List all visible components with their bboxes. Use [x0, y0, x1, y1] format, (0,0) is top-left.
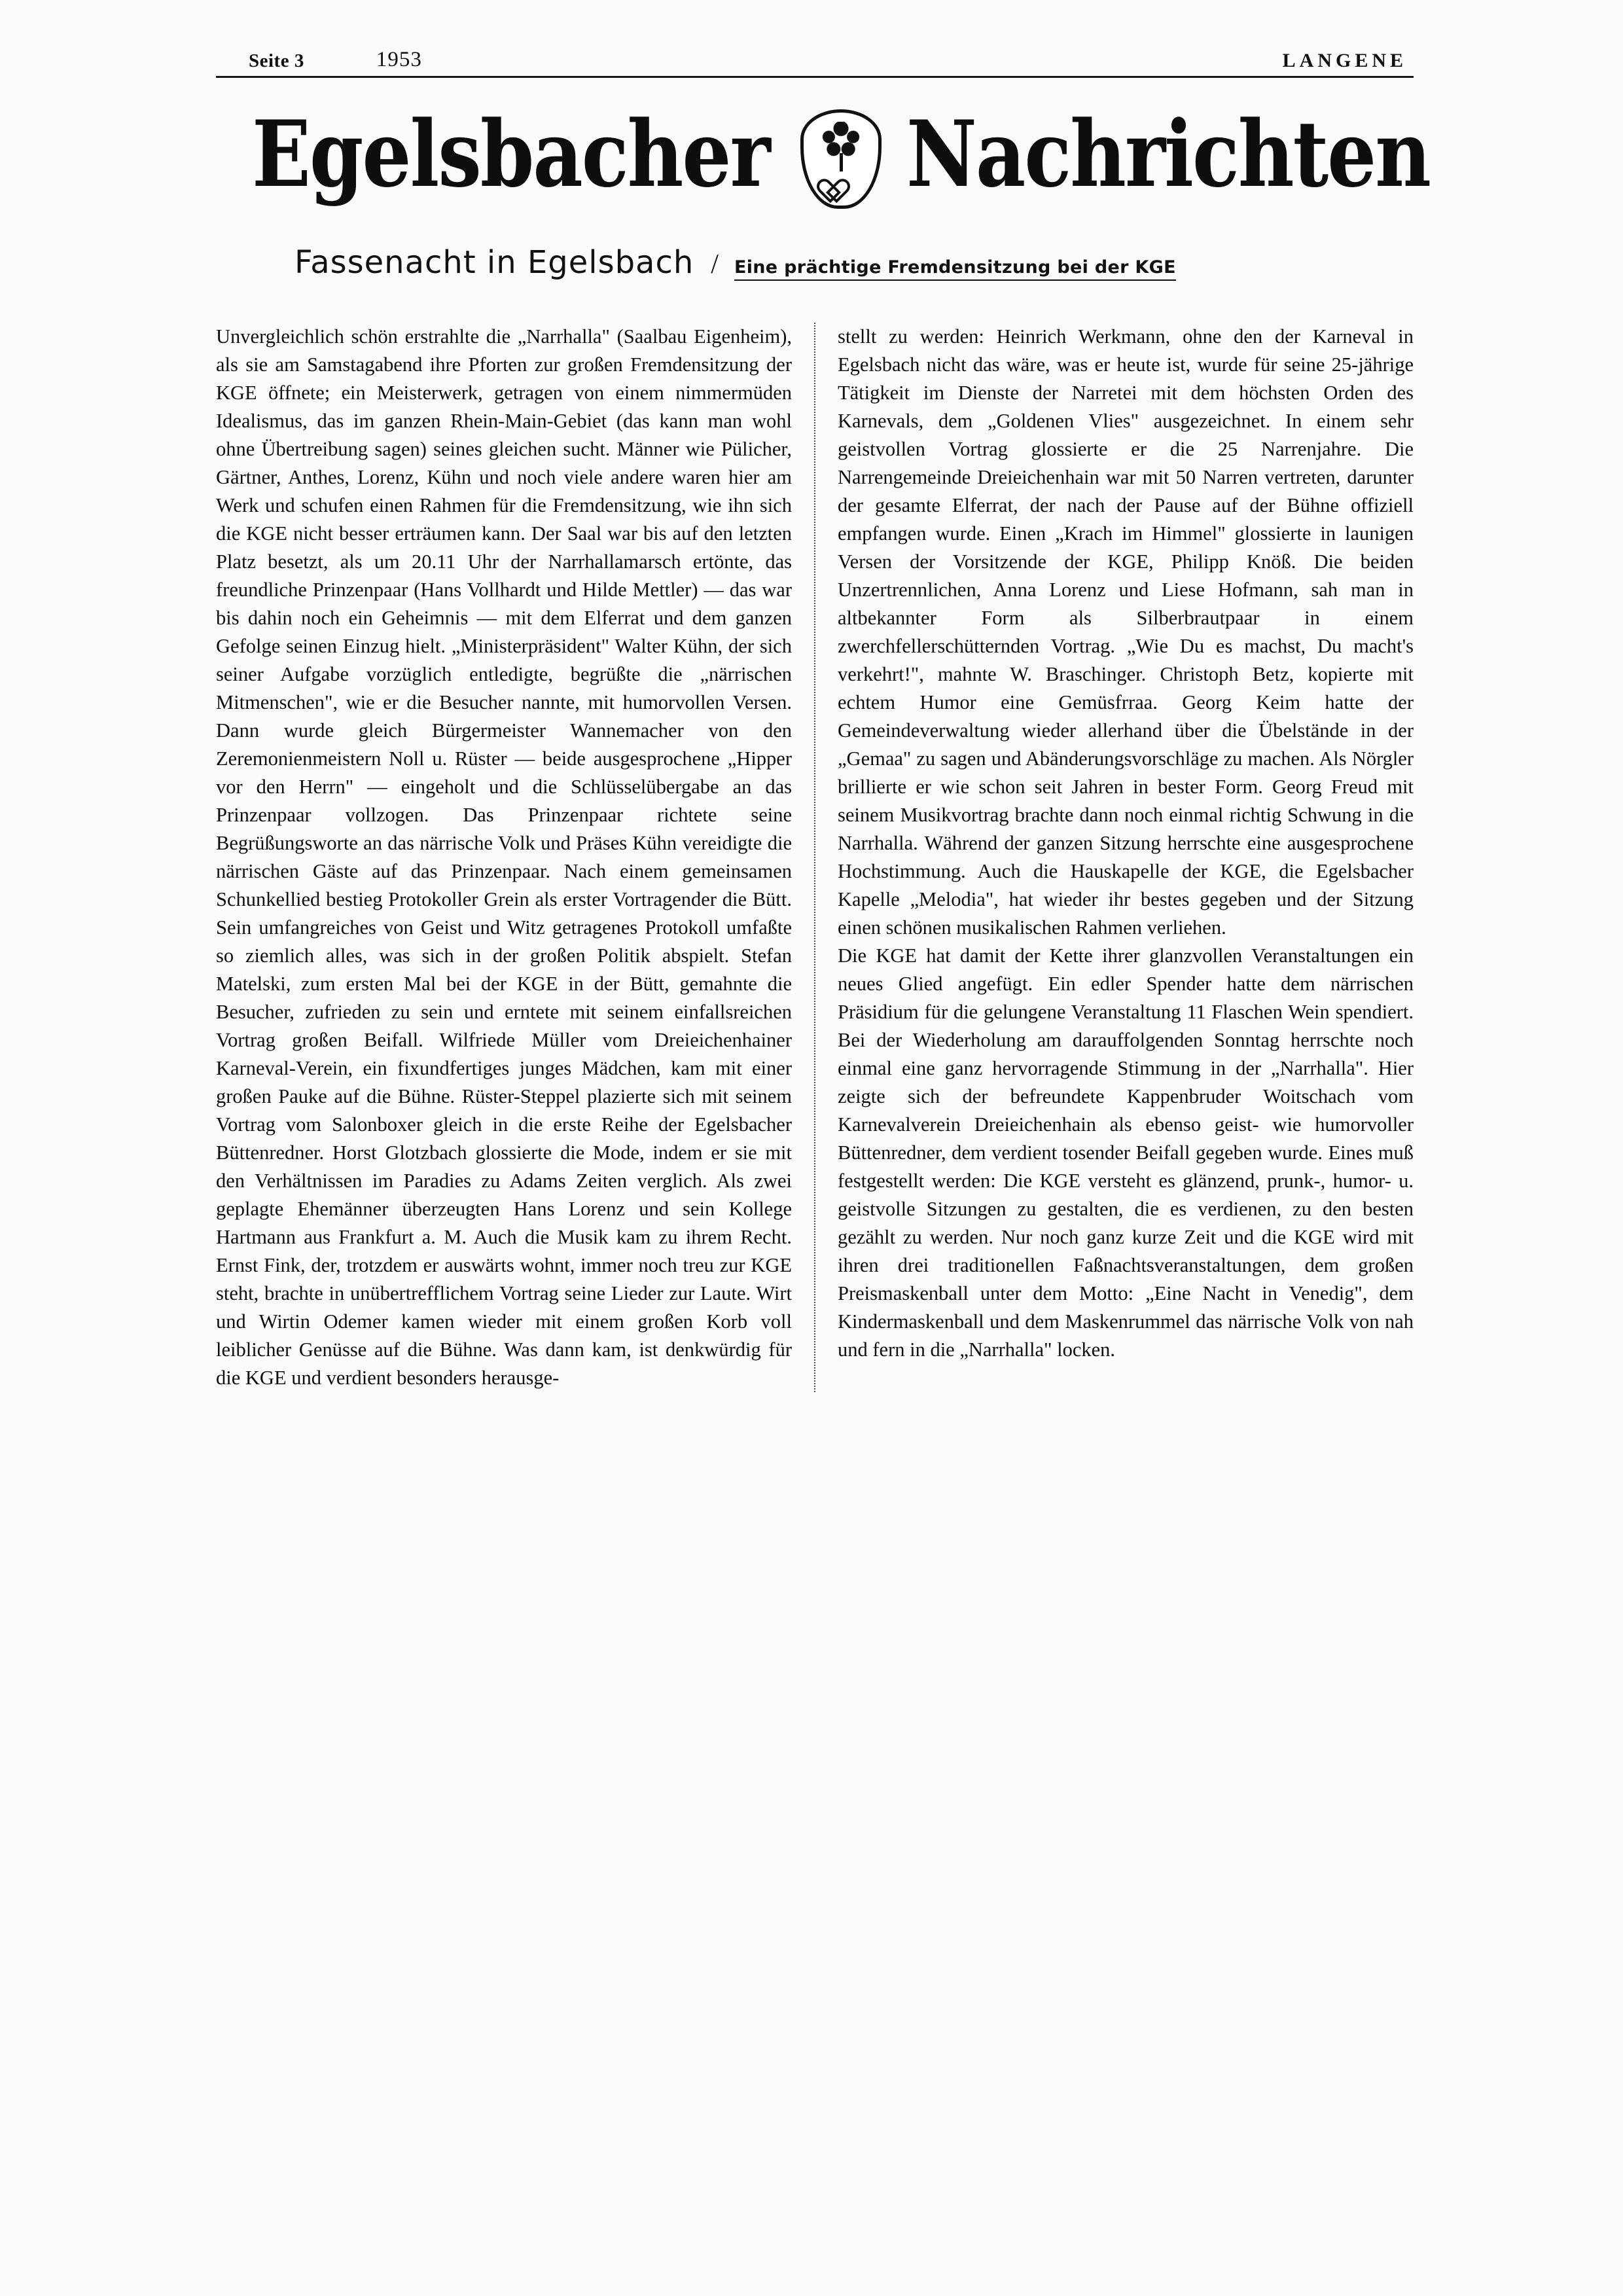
masthead-topline — [216, 26, 1414, 72]
coat-of-arms-icon — [789, 98, 887, 212]
paper-band-label: LANGENE — [1282, 50, 1407, 71]
masthead-rule — [216, 76, 1414, 78]
headline-separator: / — [711, 249, 719, 279]
paragraph: Unvergleichlich schön erstrahlte die „Narrhalla" (Saalbau Eigenheim), als sie am Samstagabend ihre Pforten zur großen Fremdensitzung der KGE öffnete; ein Meisterwerk, getragen von einem nimmermüden Idealismus, das im ganzen Rhein-Main-Gebiet (das kann man wohl ohne Übertreibung sagen) seines gleichen sucht. Männer wie Pülicher, Gärtner, Anthes, Lorenz, Kühn und noch viele andere waren hier am Werk und schufen einen Rahmen für die Fremdensitzung, wie ihn sich die KGE nicht besser erträumen kann. Der Saal war bis auf den letzten Platz besetzt, als um 20.11 Uhr der Narrhallamarsch ertönte, das freundliche Prinzenpaar (Hans Vollhardt und Hilde Mettler) — das war bis dahin noch ein Geheimnis — mit dem Elferrat und dem ganzen Gefolge seinen Einzug hielt. „Ministerpräsident" Walter Kühn, der sich seiner Aufgabe vorzüglich entledigte, begrüßte die „närrischen Mitmenschen", wie er die Besucher nannte, mit humorvollen Versen. Dann wurde gleich Bürgermeister Wannemacher von den Zeremonienmeistern Noll u. Rüster — beide ausgesprochene „Hipper vor den Herrn" — eingeholt und die Schlüsselübergabe an das Prinzenpaar vollzogen. Das Prinzenpaar richtete seine Begrüßungsworte an das närrische Volk und Präses Kühn vereidigte die närrischen Gäste auf das Prinzenpaar. Nach einem gemeinsamen Schunkellied bestieg Protokoller Grein als erster Vortragender die Bütt. Sein umfangreiches von Geist und Witz getragenes Protokoll umfaßte so ziemlich alles, was sich in der großen Politik abspielt. Stefan Matelski, zum ersten Mal bei der KGE in der Bütt, gemahnte die Besucher, zufrieden zu sein und erntete mit seinem einfallsreichen Vortrag großen Beifall. Wilfriede Müller vom Dreieichenhainer Karneval-Verein, ein fixundfertiges junges Mädchen, kam mit einer großen Pauke auf die Bühne. Rüster-Steppel plazierte sich mit seinem Vortrag vom Salonboxer gleich in die erste Reihe der Egelsbacher Büttenredner. Horst Glotzbach glossierte die Mode, indem er sie mit den Verhältnissen im Paradies zu Adams Zeiten verglich. Als zwei geplagte Ehemänner überzeugten Hans Lorenz und sein Kollege Hartmann aus Frankfurt a. M. Auch die Musik kam zu ihrem Recht. Ernst Fink, der, trotzdem er auswärts wohnt, immer noch treu zur KGE steht, brachte in unübertrefflichem Vortrag seine Lieder zur Laute. Wirt und Wirtin Odemer kamen wieder mit einem großen Korb voll leiblicher Genüsse auf die Bühne. Was dann kam, ist denkwürdig für die KGE und verdient besonders herausge- — [216, 325, 792, 1389]
article-column-left — [216, 323, 815, 1392]
masthead-title — [216, 95, 1430, 232]
article-headline: Fassenacht in Egelsbach — [294, 244, 694, 281]
masthead-title-left: Egelsbacher — [252, 100, 770, 208]
issue-year: 1953 — [376, 48, 422, 71]
paragraph: Die KGE hat damit der Kette ihrer glanzvollen Veranstaltungen ein neues Glied angefügt. Ein edler Spender hatte dem närrischen Präsidium für die gelungene Veranstaltung 11 Flaschen Wein spendiert. Bei der Wiederholung am darauffolgenden Sonntag herrschte noch einmal eine ganz hervorragende Stimmung in der „Narrhalla". Hier zeigte sich der befreundete Kappenbruder Woitschach vom Karnevalverein Dreieichenhain als ebenso geist- wie humorvoller Büttenredner, dem verdient tosender Beifall gegeben wurde. Eines muß festgestellt werden: Die KGE versteht es glänzend, prunk-, humor- u. geistvolle Sitzungen zu gestalten, die es verdienen, zu den besten gezählt zu werden. Nur noch ganz kurze Zeit und die KGE wird mit ihren drei traditionellen Faßnachtsveranstaltungen, dem großen Preismaskenball unter dem Motto: „Eine Nacht in Venedig", dem Kindermaskenball und dem Maskenrummel das närrische Volk von nah und fern in die „Narrhalla" locken. — [838, 944, 1414, 1361]
article-body — [216, 323, 1414, 1392]
article-column-right — [815, 323, 1414, 1392]
article-headline-row — [216, 244, 1414, 303]
masthead-title-right: Nachrichten — [906, 100, 1430, 208]
article-subheadline: Eine prächtige Fremdensitzung bei der KGE — [734, 257, 1176, 281]
newspaper-sheet — [216, 26, 1430, 2225]
page-mark: Seite 3 — [249, 50, 304, 71]
paragraph: stellt zu werden: Heinrich Werkmann, ohne den der Karneval in Egelsbach nicht das wäre, was er heute ist, wurde für seine 25-jährige Tätigkeit im Dienste der Narretei mit dem höchsten Orden des Karnevals, dem „Goldenen Vlies" ausgezeichnet. In einem sehr geistvollen Vortrag glossierte er die 25 Narrenjahre. Die Narrengemeinde Dreieichenhain war mit 50 Narren vertreten, darunter der gesamte Elferrat, der nach der Pause auf der Bühne offiziell empfangen wurde. Einen „Krach im Himmel" glossierte in launigen Versen der Vorsitzende der KGE, Philipp Knöß. Die beiden Unzertrennlichen, Anna Lorenz und Liese Hofmann, sah man in altbekannter Form als Silberbrautpaar in einem zwerchfellerschütternden Vortrag. „Wie Du es machst, Du macht's verkehrt!", mahnte W. Braschinger. Christoph Betz, kopierte mit echtem Humor eine Gemüsfrraa. Georg Keim hatte der Gemeindeverwaltung wieder allerhand über die Übelstände in der „Gemaa" zu sagen und Abänderungsvorschläge zu machen. Als Nörgler brillierte er wie schon seit Jahren in bester Form. Georg Freud mit seinem Musikvortrag brachte dann noch einmal richtig Schwung in die Narrhalla. Während der ganzen Sitzung herrschte eine ausgesprochene Hochstimmung. Auch die Hauskapelle der KGE, die Egelsbacher Kapelle „Melodia", hat wieder ihr bestes gegeben und der Sitzung einen schönen musikalischen Rahmen verliehen. — [838, 325, 1414, 939]
